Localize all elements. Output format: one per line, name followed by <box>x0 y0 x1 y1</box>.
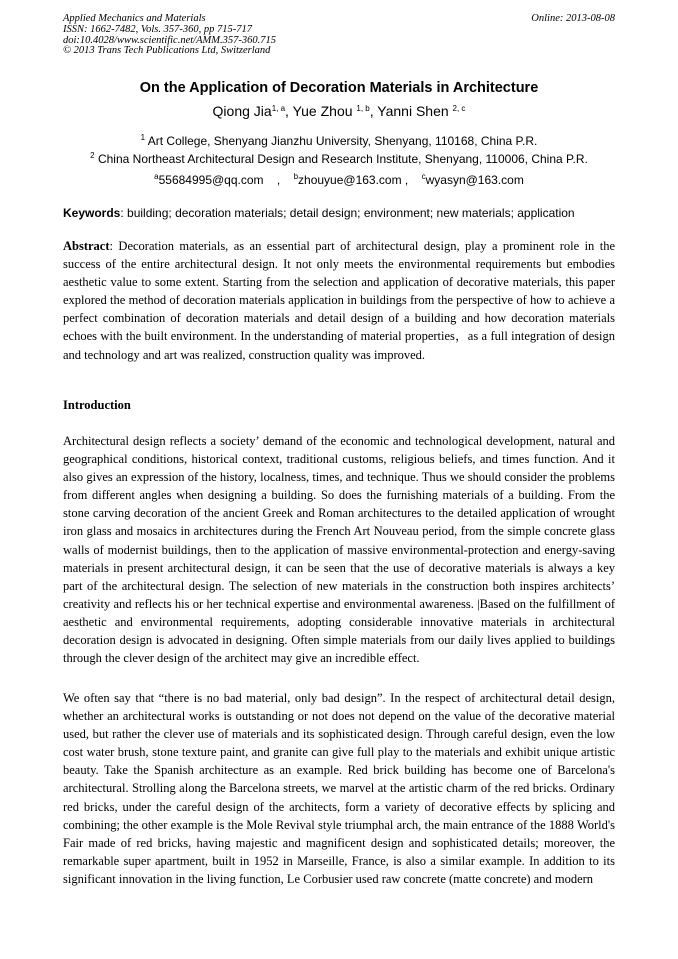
abstract-text: : Decoration materials, as an essential part of architectural design, play a prominent role in the success of the entire architectural design. It not only meets the environmental requirements but embodies aesthetic value to some extent. Starting from the selection and application of decorative materials, this paper explored the method of decoration materials application in buildings from the perspective of how to achieve a perfect combination of decoration materials and detail design of a building and how decoration materials echoes with the built environment. In the understanding of material properties，as a full integration of design and technology and art was realized, construction quality was improved. <box>63 239 615 362</box>
journal-copyright: © 2013 Trans Tech Publications Ltd, Switzerland <box>63 45 271 57</box>
author-emails: $^a$55684995@qq.com , $^b$zhouyue@163.com , $^c$wyasyn@163.com <box>154 172 524 187</box>
affiliation-superscript: 1 <box>140 133 146 142</box>
email-superscript: a <box>154 172 159 181</box>
affiliation-text: China Northeast Architectural Design and Research Institute, Shenyang, 110006, China P.R. <box>97 152 588 166</box>
journal-issn: ISSN: 1662-7482, Vols. 357-360, pp 715-717 <box>63 23 252 35</box>
affiliation-2 <box>0 152 678 166</box>
abstract <box>63 237 615 364</box>
affiliation-text: Art College, Shenyang Jianzhu University, Shenyang, 110168, China P.R. <box>147 134 538 148</box>
affiliation-1 <box>0 134 678 148</box>
author-superscript: 2, c <box>452 104 466 113</box>
journal-name: Applied Mechanics and Materials <box>63 13 206 24</box>
author-name: Yanni Shen <box>377 103 449 119</box>
author-superscript: 1, a <box>271 104 286 113</box>
email-superscript: b <box>293 172 299 181</box>
online-date: Online: 2013-08-08 <box>531 13 615 24</box>
email-address: zhouyue@163.com <box>298 173 402 187</box>
author-name: Qiong Jia <box>212 103 272 119</box>
affiliation-superscript: 2 <box>90 151 95 160</box>
abstract-label: Abstract <box>63 239 110 253</box>
email-address: 55684995@qq.com <box>158 173 264 187</box>
paper-title: On the Application of Decoration Materials in Architecture <box>139 80 539 96</box>
author-list: Qiong Jia$^{1, a}$, Yue Zhou $^{1, b}$, Yanni Shen $^{2, c}$ <box>212 103 466 119</box>
intro-paragraph-2: We often say that “there is no bad material, only bad design”. In the respect of architectural detail design, whether an architectural works is outstanding or not does not depend on the value of the decorative material used, but rather the clever use of materials and its sophisticated design. Through careful design, even the low cost water brush, stone texture paint, and granite can give full play to the materials and exhibit unique artistic beauty. Take the Spanish architecture as an example. Red brick building has become one of Barcelona's architectural. Strolling along the Barcelona streets, we marvel at the artistic charm of the red bricks. Ordinary red bricks, under the careful design of the architects, form a variety of decorative effects by splicing and combining; the other example is the Mole Revival style triumphal arch, the main entrance of the 1888 World's Fair made of red bricks, having majestic and magnificent design and sophisticated details; moreover, the remarkable super apartment, built in 1952 in Marseille, France, is also a similar example. In addition to its significant innovation in the living function, Le Corbusier used raw concrete (matte concrete) and modern <box>63 691 615 886</box>
journal-doi: doi:10.4028/www.scientific.net/AMM.357-360.715 <box>63 34 276 46</box>
keywords-label: Keywords <box>63 206 121 220</box>
author-name: Yue Zhou <box>292 103 353 119</box>
intro-paragraph-1: Architectural design reflects a society’ demand of the economic and technological development, natural and geographical conditions, historical context, traditional customs, religious beliefs, and times function. And it also gives an expression of the history, localness, times, and technique. Thus we should consider the problems from different angles when designing a building. So does the furnishing materials of a building. From the stone carving decoration of the ancient Greek and Roman architectures to the detailed application of wrought iron glass and mosaics in architectures during the French Art Nouveau period, from the simple concrete glass walls of modernist buildings, then to the application of massive environmental-protection and energy-saving materials in present architectural design, it can be seen that the use of decorative materials is always a key part of the architectural design. The selection of new materials in the construction both inspires architects’ creativity and reflects his or her technical expertise and environmental awareness. |Based on the fulfillment of aesthetic and environmental requirements, adopting considerable innovative materials in architectural decoration design is advocated in designing. Often simple materials from our daily lives applied to buildings through the clever design of the architect may give an incredible effect. <box>63 434 615 666</box>
keywords <box>63 206 615 220</box>
section-heading-introduction: Introduction <box>63 398 131 412</box>
email-superscript: c <box>421 172 426 181</box>
keywords-text: : building; decoration materials; detail design; environment; new materials; application <box>120 206 575 220</box>
author-superscript: 1, b <box>356 104 370 113</box>
journal-header <box>63 14 615 57</box>
email-address: wyasyn@163.com <box>425 173 524 187</box>
